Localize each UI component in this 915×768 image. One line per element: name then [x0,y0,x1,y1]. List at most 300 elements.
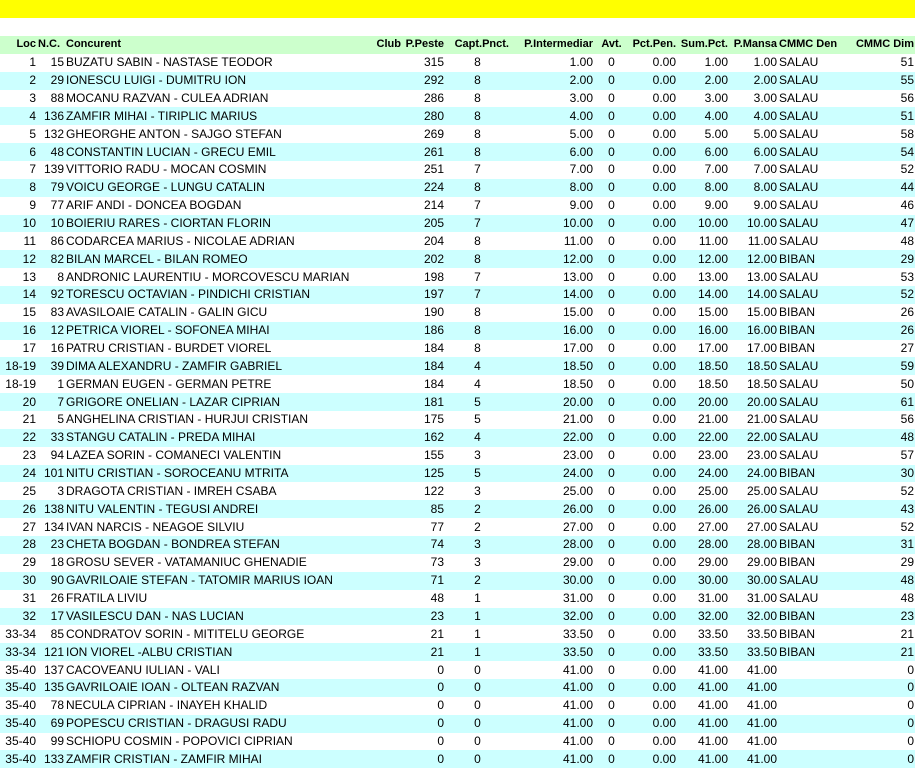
cell-concurent: NITU VALENTIN - TEGUSI ANDREI [66,501,259,516]
table-row [0,715,915,733]
cell-concurent: CONSTANTIN LUCIAN - GRECU EMIL [66,144,276,159]
cell-concurent: ARIF ANDI - DONCEA BOGDAN [66,198,242,213]
cell-capt-pnct: 5 [474,394,481,409]
cell-sum-pct: 20.00 [697,394,728,409]
cell-pct-pen: 0.00 [652,305,676,320]
cell-pct-pen: 0.00 [652,733,676,748]
table-row [0,286,915,304]
table-row [0,482,915,500]
col-header-loc: Loc [16,38,36,51]
cell-cmmc-dim: 21 [900,626,914,641]
cell-cmmc-den: SALAU [779,91,819,105]
cell-cmmc-dim: 51 [900,108,914,123]
cell-p-mansa: 18.50 [746,376,777,391]
cell-cmmc-dim: 23 [900,608,914,623]
cell-loc: 30 [22,573,36,588]
cell-concurent: ZAMFIR CRISTIAN - ZAMFIR MIHAI [66,751,262,766]
cell-sum-pct: 23.00 [697,448,728,463]
cell-concurent: PATRU CRISTIAN - BURDET VIOREL [66,341,272,356]
cell-p-peste: 184 [423,358,444,373]
cell-cmmc-den: SALAU [779,162,819,177]
cell-pct-pen: 0.00 [652,466,676,481]
cell-loc: 35-40 [5,751,36,766]
cell-club [367,232,402,250]
cell-cmmc-den: BIBAN [779,626,816,641]
cell-nc: 5 [57,412,64,427]
cell-cmmc-dim: 59 [900,358,914,373]
cell-capt-pnct: 0 [474,733,481,748]
cell-p-mansa: 27.00 [746,519,777,534]
cell-pct-pen: 0.00 [652,698,676,713]
cell-p-peste: 71 [430,573,444,588]
cell-p-mansa: 9.00 [753,198,777,213]
table-row [0,518,915,536]
cell-sum-pct: 25.00 [697,483,728,498]
cell-cmmc-den: SALAU [779,287,819,302]
cell-sum-pct: 10.00 [697,216,728,231]
cell-nc: 133 [43,751,64,766]
cell-club [367,554,402,572]
cell-sum-pct: 17.00 [697,341,728,356]
cell-sum-pct: 41.00 [697,662,728,677]
cell-loc: 35-40 [5,680,36,695]
cell-concurent: CODARCEA MARIUS - NICOLAE ADRIAN [66,233,295,248]
cell-p-intermediar: 41.00 [562,733,593,748]
cell-cmmc-dim: 56 [900,91,914,105]
cell-avt: 0 [608,733,615,748]
cell-concurent: STANGU CATALIN - PREDA MIHAI [66,430,256,445]
table-row [0,357,915,375]
cell-loc: 15 [22,305,36,320]
cell-p-intermediar: 33.50 [562,626,593,641]
cell-capt-pnct: 8 [474,180,481,195]
cell-p-intermediar: 41.00 [562,680,593,695]
cell-pct-pen: 0.00 [652,448,676,463]
cell-cmmc-den [778,661,840,679]
cell-concurent: DRAGOTA CRISTIAN - IMREH CSABA [66,483,277,498]
cell-p-intermediar: 17.00 [562,341,593,356]
cell-p-mansa: 4.00 [753,108,777,123]
cell-capt-pnct: 0 [474,751,481,766]
cell-p-intermediar: 7.00 [569,162,593,177]
cell-cmmc-den: BIBAN [779,305,816,320]
table-row [0,554,915,572]
cell-capt-pnct: 4 [474,358,481,373]
cell-p-mansa: 32.00 [746,608,777,623]
cell-concurent: GHEORGHE ANTON - SAJGO STEFAN [66,126,282,141]
cell-pct-pen: 0.00 [652,573,676,588]
cell-loc: 1 [29,55,36,70]
cell-club [367,375,402,393]
table-row [0,215,915,233]
cell-club [367,572,402,590]
cell-cmmc-dim: 0 [907,698,914,713]
cell-sum-pct: 12.00 [697,251,728,266]
cell-cmmc-dim: 43 [900,501,914,516]
cell-capt-pnct: 8 [474,341,481,356]
cell-p-mansa: 12.00 [746,251,777,266]
cell-p-intermediar: 28.00 [562,537,593,552]
cell-avt: 0 [608,608,615,623]
cell-nc: 94 [50,448,64,463]
cell-capt-pnct: 4 [474,430,481,445]
cell-concurent: GRIGORE ONELIAN - LAZAR CIPRIAN [66,394,281,409]
cell-loc: 28 [22,537,36,552]
cell-p-mansa: 31.00 [746,591,777,606]
cell-club [367,54,402,72]
cell-cmmc-dim: 57 [900,448,914,463]
cell-p-peste: 155 [423,448,444,463]
cell-avt: 0 [608,91,615,105]
cell-p-peste: 261 [423,144,444,159]
table-row [0,572,915,590]
cell-loc: 33-34 [5,644,36,659]
cell-capt-pnct: 8 [474,91,481,105]
cell-p-mansa: 1.00 [753,55,777,70]
cell-avt: 0 [608,662,615,677]
cell-club [367,733,402,751]
cell-sum-pct: 32.00 [697,608,728,623]
table-row [0,661,915,679]
cell-club [367,393,402,411]
cell-club [367,625,402,643]
cell-p-peste: 186 [423,323,444,338]
header-row [0,36,915,54]
cell-capt-pnct: 8 [474,251,481,266]
cell-concurent: BILAN MARCEL - BILAN ROMEO [66,251,248,266]
table-row [0,161,915,179]
cell-pct-pen: 0.00 [652,216,676,231]
cell-cmmc-den: SALAU [779,144,819,159]
cell-club [367,482,402,500]
cell-cmmc-dim: 0 [907,751,914,766]
cell-p-mansa: 3.00 [753,91,777,105]
cell-p-mansa: 30.00 [746,573,777,588]
cell-sum-pct: 11.00 [698,233,728,248]
cell-p-peste: 204 [423,233,444,248]
cell-loc: 22 [22,430,36,445]
cell-pct-pen: 0.00 [652,108,676,123]
cell-p-mansa: 14.00 [746,287,777,302]
cell-p-mansa: 15.00 [746,305,777,320]
cell-concurent: CACOVEANU IULIAN - VALI [66,662,220,677]
cell-cmmc-dim: 52 [900,483,914,498]
cell-sum-pct: 8.00 [704,180,728,195]
cell-p-peste: 198 [423,269,444,284]
cell-concurent: ANDRONIC LAURENTIU - MORCOVESCU MARIAN [66,269,350,284]
cell-p-intermediar: 18.50 [562,376,593,391]
cell-p-peste: 162 [423,430,444,445]
cell-nc: 121 [43,644,64,659]
cell-p-intermediar: 1.00 [569,55,593,70]
cell-cmmc-den: BIBAN [779,466,816,481]
cell-cmmc-dim: 26 [900,323,914,338]
cell-cmmc-den: BIBAN [779,644,816,659]
cell-club [367,161,402,179]
cell-p-peste: 48 [430,591,444,606]
cell-cmmc-dim: 52 [900,162,914,177]
cell-p-peste: 214 [423,198,444,213]
cell-p-mansa: 13.00 [746,269,777,284]
cell-p-peste: 0 [437,680,444,695]
cell-capt-pnct: 8 [474,233,481,248]
cell-p-peste: 184 [423,341,444,356]
col-header-concurent: Concurent [66,38,121,51]
cell-avt: 0 [608,198,615,213]
cell-capt-pnct: 3 [474,483,481,498]
cell-cmmc-den: SALAU [779,412,819,427]
cell-cmmc-dim: 27 [900,341,914,356]
cell-pct-pen: 0.00 [652,626,676,641]
cell-p-peste: 77 [430,519,444,534]
cell-cmmc-den [778,679,840,697]
cell-sum-pct: 27.00 [697,519,728,534]
cell-club [367,357,402,375]
cell-nc: 7 [57,394,64,409]
cell-concurent: GROSU SEVER - VATAMANIUC GHENADIE [66,555,307,570]
cell-capt-pnct: 1 [474,608,481,623]
cell-nc: 1 [57,376,64,391]
cell-p-mansa: 10.00 [746,216,777,231]
cell-club [367,661,402,679]
cell-nc: 79 [50,180,64,195]
table-row [0,268,915,286]
cell-p-intermediar: 25.00 [562,483,593,498]
cell-concurent: GAVRILOAIE IOAN - OLTEAN RAZVAN [66,680,280,695]
cell-avt: 0 [608,591,615,606]
cell-capt-pnct: 8 [474,73,481,88]
cell-avt: 0 [608,448,615,463]
cell-p-intermediar: 20.00 [562,394,593,409]
table-row [0,429,915,447]
cell-club [367,107,402,125]
cell-loc: 17 [22,341,36,356]
cell-pct-pen: 0.00 [652,519,676,534]
cell-loc: 10 [22,216,36,231]
cell-sum-pct: 41.00 [697,698,728,713]
cell-concurent: IVAN NARCIS - NEAGOE SILVIU [66,519,245,534]
cell-avt: 0 [608,305,615,320]
cell-nc: 12 [50,323,64,338]
cell-p-mansa: 21.00 [746,412,777,427]
cell-capt-pnct: 8 [474,323,481,338]
cell-avt: 0 [608,644,615,659]
cell-club [367,643,402,661]
cell-cmmc-den: SALAU [779,430,819,445]
cell-cmmc-den: BIBAN [779,555,816,570]
cell-concurent: BUZATU SABIN - NASTASE TEODOR [66,55,273,70]
cell-nc: 77 [50,198,64,213]
cell-cmmc-dim: 47 [900,216,914,231]
cell-pct-pen: 0.00 [652,555,676,570]
cell-nc: 3 [57,483,64,498]
col-header-cmmc-den: CMMC Den [779,38,838,51]
cell-loc: 20 [22,394,36,409]
cell-concurent: MOCANU RAZVAN - CULEA ADRIAN [66,91,269,105]
cell-nc: 26 [50,591,64,606]
cell-pct-pen: 0.00 [652,662,676,677]
cell-cmmc-dim: 52 [900,519,914,534]
cell-sum-pct: 6.00 [704,144,728,159]
cell-nc: 29 [50,73,64,88]
cell-avt: 0 [608,144,615,159]
cell-pct-pen: 0.00 [652,55,676,70]
cell-pct-pen: 0.00 [652,287,676,302]
cell-p-peste: 205 [423,216,444,231]
cell-concurent: FRATILA LIVIU [66,591,148,606]
cell-pct-pen: 0.00 [652,323,676,338]
cell-club [367,250,402,268]
cell-loc: 26 [22,501,36,516]
cell-cmmc-dim: 29 [900,251,914,266]
table-row [0,72,915,90]
cell-nc: 78 [50,698,64,713]
title-band [0,0,915,18]
cell-p-mansa: 2.00 [753,73,777,88]
cell-capt-pnct: 8 [474,126,481,141]
cell-sum-pct: 30.00 [697,573,728,588]
cell-capt-pnct: 0 [474,680,481,695]
cell-p-intermediar: 2.00 [569,73,593,88]
cell-concurent: IONESCU LUIGI - DUMITRU ION [66,73,247,88]
cell-p-mansa: 5.00 [753,126,777,141]
cell-capt-pnct: 1 [474,644,481,659]
cell-p-mansa: 22.00 [746,430,777,445]
cell-club [367,608,402,626]
cell-loc: 3 [29,91,36,105]
cell-avt: 0 [608,555,615,570]
table-row [0,179,915,197]
cell-avt: 0 [608,394,615,409]
cell-pct-pen: 0.00 [652,198,676,213]
cell-capt-pnct: 2 [474,501,481,516]
cell-pct-pen: 0.00 [652,91,676,105]
cell-nc: 83 [50,305,64,320]
cell-pct-pen: 0.00 [652,126,676,141]
cell-capt-pnct: 7 [474,216,481,231]
cell-loc: 24 [22,466,36,481]
cell-cmmc-den [778,715,840,733]
cell-p-intermediar: 33.50 [562,644,593,659]
cell-sum-pct: 41.00 [697,680,728,695]
cell-club [367,411,402,429]
cell-sum-pct: 21.00 [697,412,728,427]
cell-capt-pnct: 1 [474,626,481,641]
table-row [0,733,915,751]
cell-nc: 33 [50,430,64,445]
cell-cmmc-dim: 48 [900,591,914,606]
cell-concurent: DIMA ALEXANDRU - ZAMFIR GABRIEL [66,358,283,373]
cell-club [367,72,402,90]
cell-concurent: ION VIOREL -ALBU CRISTIAN [66,644,233,659]
cell-cmmc-dim: 56 [900,412,914,427]
cell-pct-pen: 0.00 [652,644,676,659]
cell-p-mansa: 17.00 [746,341,777,356]
table-row [0,697,915,715]
cell-avt: 0 [608,233,615,248]
cell-nc: 39 [50,358,64,373]
cell-sum-pct: 31.00 [697,591,728,606]
col-header-cmmc-dim: CMMC Dim [855,38,914,51]
cell-p-intermediar: 24.00 [562,466,593,481]
cell-loc: 12 [22,251,36,266]
cell-loc: 35-40 [5,716,36,731]
cell-club [367,447,402,465]
cell-cmmc-den: SALAU [779,376,819,391]
cell-p-intermediar: 41.00 [562,716,593,731]
cell-p-peste: 0 [437,698,444,713]
cell-cmmc-den: SALAU [779,126,819,141]
cell-p-peste: 122 [423,483,444,498]
cell-loc: 13 [22,269,36,284]
table-row [0,54,915,72]
cell-club [367,215,402,233]
cell-avt: 0 [608,698,615,713]
cell-loc: 4 [29,108,36,123]
cell-p-intermediar: 16.00 [562,323,593,338]
cell-cmmc-den: SALAU [779,108,819,123]
cell-concurent: AVASILOAIE CATALIN - GALIN GICU [66,305,268,320]
cell-p-intermediar: 31.00 [562,591,593,606]
cell-cmmc-den: SALAU [779,269,819,284]
cell-p-peste: 21 [430,626,444,641]
cell-concurent: BOIERIU RARES - CIORTAN FLORIN [66,216,271,231]
table-row [0,250,915,268]
cell-p-mansa: 41.00 [746,662,777,677]
cell-concurent: VITTORIO RADU - MOCAN COSMIN [66,162,267,177]
cell-pct-pen: 0.00 [652,180,676,195]
cell-avt: 0 [608,216,615,231]
cell-p-intermediar: 5.00 [569,126,593,141]
cell-cmmc-dim: 21 [900,644,914,659]
cell-cmmc-den [778,733,840,751]
cell-avt: 0 [608,519,615,534]
cell-concurent: GERMAN EUGEN - GERMAN PETRE [66,376,272,391]
cell-avt: 0 [608,680,615,695]
cell-sum-pct: 14.00 [697,287,728,302]
cell-avt: 0 [608,716,615,731]
cell-p-mansa: 23.00 [746,448,777,463]
cell-avt: 0 [608,323,615,338]
cell-nc: 134 [43,519,64,534]
cell-pct-pen: 0.00 [652,680,676,695]
cell-concurent: CHETA BOGDAN - BONDREA STEFAN [66,537,280,552]
cell-sum-pct: 33.50 [697,626,728,641]
cell-p-mansa: 20.00 [746,394,777,409]
cell-pct-pen: 0.00 [652,608,676,623]
table-row [0,143,915,161]
cell-p-intermediar: 27.00 [562,519,593,534]
cell-cmmc-dim: 61 [900,394,914,409]
cell-cmmc-dim: 58 [900,126,914,141]
cell-loc: 8 [29,180,36,195]
cell-pct-pen: 0.00 [652,537,676,552]
cell-pct-pen: 0.00 [652,483,676,498]
cell-sum-pct: 33.50 [697,644,728,659]
cell-club [367,429,402,447]
cell-p-mansa: 41.00 [746,680,777,695]
cell-concurent: TORESCU OCTAVIAN - PINDICHI CRISTIAN [66,287,311,302]
cell-pct-pen: 0.00 [652,162,676,177]
cell-p-peste: 224 [423,180,444,195]
cell-cmmc-den: BIBAN [779,537,816,552]
cell-p-peste: 175 [423,412,444,427]
cell-p-peste: 269 [423,126,444,141]
col-header-p-intermediar: P.Intermediar [524,38,593,51]
cell-p-mansa: 41.00 [746,733,777,748]
table-row [0,590,915,608]
cell-cmmc-den: SALAU [779,216,819,231]
